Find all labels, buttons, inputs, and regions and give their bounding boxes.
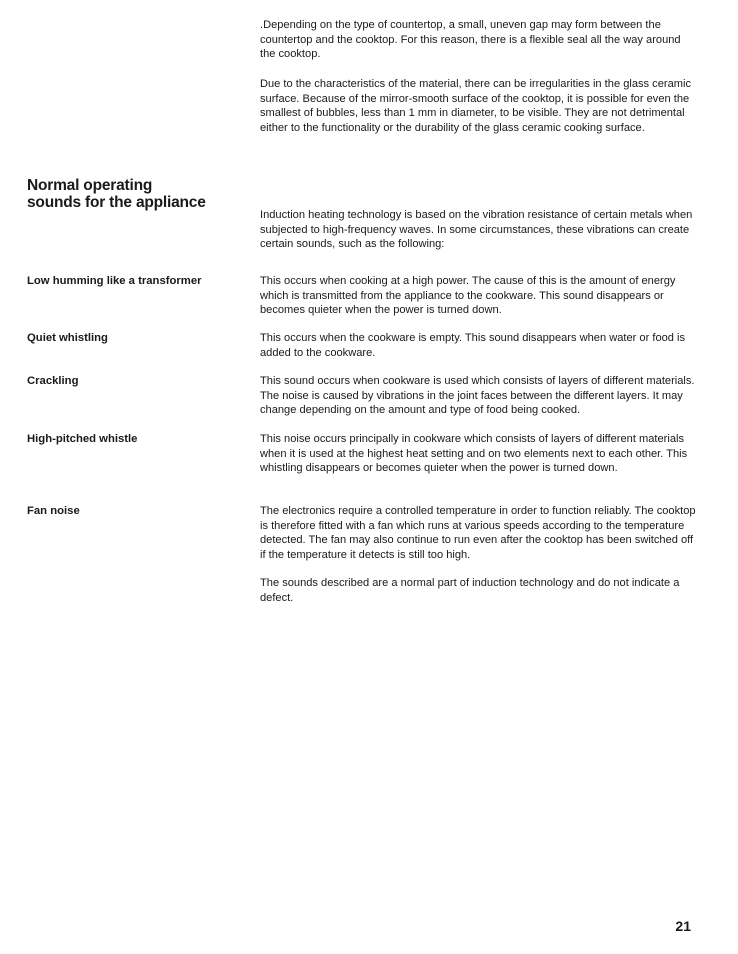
section-heading: Normal operating sounds for the appliance xyxy=(27,177,206,211)
sound-term-high-pitched-whistle: High-pitched whistle xyxy=(27,433,138,445)
sound-term-fan-noise: Fan noise xyxy=(27,505,80,517)
section-intro-paragraph: Induction heating technology is based on the vibration resistance of certain metals when subjected to high-frequency waves. In some circumstances, these vibrations can create certain sounds, such as the following: xyxy=(260,209,693,250)
sound-term-crackling: Crackling xyxy=(27,375,79,387)
sound-description-quiet-whistling: This occurs when the cookware is empty. This sound disappears when water or food is added to the cookware. xyxy=(260,332,686,359)
sound-term-quiet-whistling: Quiet whistling xyxy=(27,332,108,344)
sound-description-crackling: This sound occurs when cookware is used which consists of layers of different materials. The noise is caused by vibrations in the joint faces between the different layers. It may change depending on the amount and type of food being cooked. xyxy=(260,375,695,416)
page-number: 21 xyxy=(675,918,691,934)
closing-paragraph: The sounds described are a normal part of induction technology and do not indicate a defect. xyxy=(260,577,680,604)
sound-description-high-pitched-whistle: This noise occurs principally in cookware which consists of layers of different materials when it is used at the highest heat setting and on two elements next to each other. This whistling disappears or becomes quieter when the power is turned down. xyxy=(260,433,688,474)
intro-paragraph-1: .Depending on the type of countertop, a small, uneven gap may form between the countertop and the cooktop. For this reason, there is a flexible seal all the way around the cooktop. xyxy=(260,19,681,60)
intro-paragraph-2: Due to the characteristics of the material, there can be irregularities in the glass ceramic surface. Because of the mirror-smooth surface of the cooktop, it is possible for even the smallest of bubbles, less than 1 mm in diameter, to be visible. They are not detrimental either to the functionality or the durability of the glass ceramic cooking surface. xyxy=(260,78,692,134)
sound-term-humming: Low humming like a transformer xyxy=(27,275,202,287)
sound-description-fan-noise: The electronics require a controlled temperature in order to function reliably. The cooktop is therefore fitted with a fan which runs at various speeds according to the temperature detected. The fan may also continue to run even after the cooktop has been switched off if the temperature it detects is still too high. xyxy=(260,505,696,561)
sound-description-humming: This occurs when cooking at a high power. The cause of this is the amount of energy which is transmitted from the appliance to the cookware. This sound disappears or becomes quieter when the power is turned down. xyxy=(260,275,676,316)
